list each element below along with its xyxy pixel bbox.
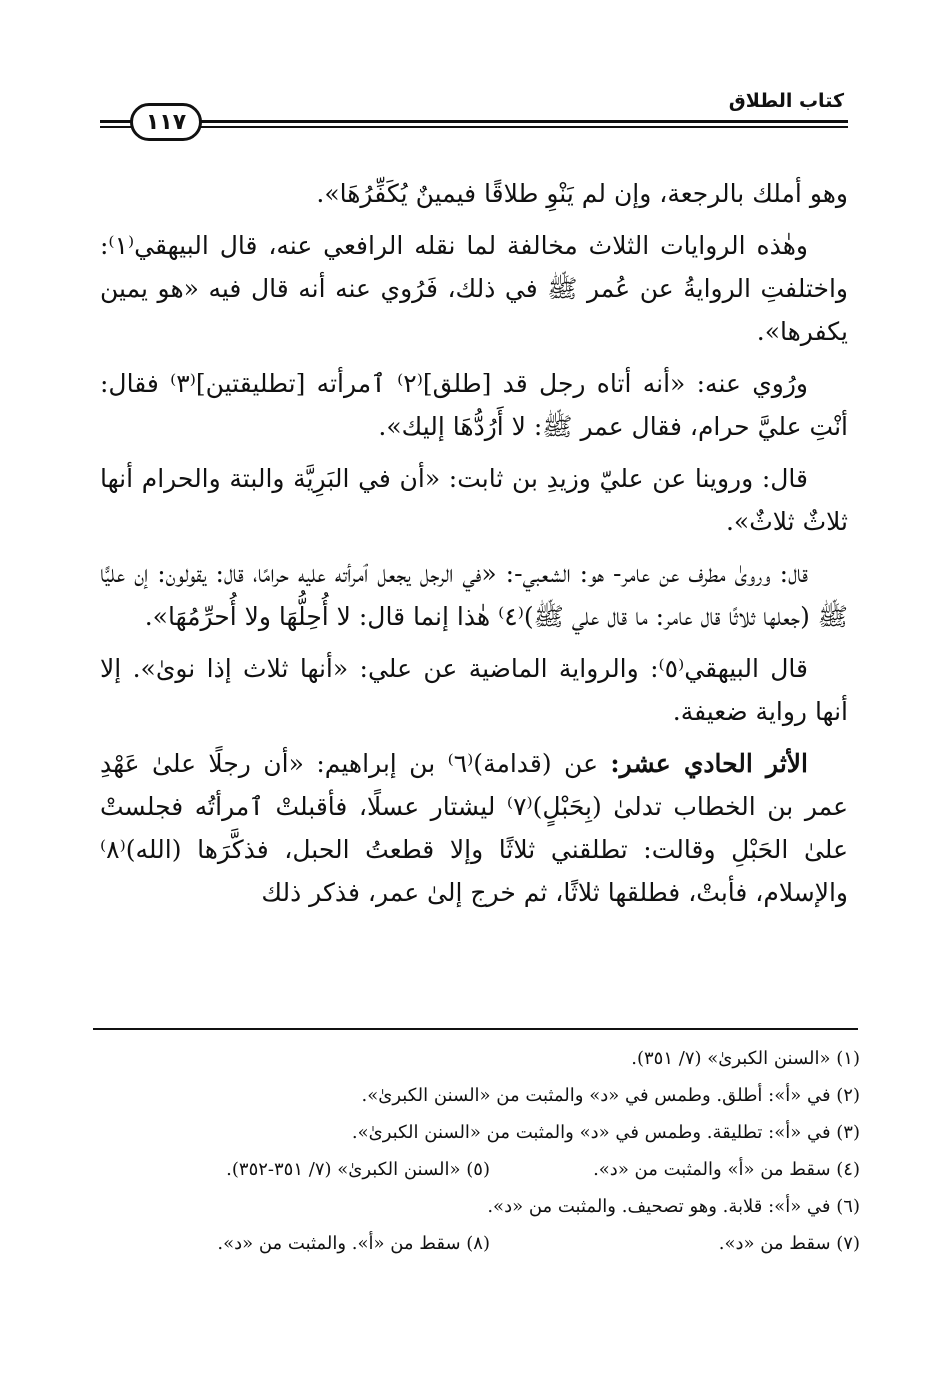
page-header [100, 88, 848, 158]
footnote-row [100, 1225, 860, 1262]
header-rule [100, 120, 848, 123]
paragraph: قال: وروىٰ مطرف عن عامر- هو: الشعبي-: «في الرجل يجعل ٱمرأته عليه حرامًا، قال: يقولون: إن عليًّا ﷺ (جعلها ثلاثًا قال عامر: ما قال علي ﷺ)⁽٤⁾ هٰذا إنما قال: لا أُحِلُّهَا ولا أُحرِّمُهَا». [100, 559, 848, 631]
main-text [100, 172, 848, 923]
footnote: (٧) سقط من «د». [718, 1233, 860, 1254]
book-title: كتاب الطلاق [728, 90, 844, 112]
footnote-divider [93, 1028, 858, 1030]
athar-text: عن (قدامة)⁽٦⁾ بن إبراهيم: «أن رجلًا علىٰ عَهْدِ عمر بن الخطاب تدلىٰ (بِحَبْلٍ)⁽٧⁾ ليشتار عسلًا، فأقبلتْ ٱمرأتُه فجلستْ علىٰ الحَبْلِ وقالت: تطلقني ثلاثًا وإلا قطعتُ الحبل، فذكَّرَها (الله)⁽٨⁾ والإسلام، فأبتْ، فطلقها ثلاثًا، ثم خرج إلىٰ عمر، فذكر ذلك [100, 749, 848, 907]
footnote: (٦) في «أ»: قلابة. وهو تصحيف. والمثبت من «د». [487, 1196, 860, 1217]
page-number: ١١٧ [130, 103, 202, 141]
paragraph: قال: وروينا عن عليّ وزيدِ بن ثابت: «أن في البَرِيَّة والبتة والحرام أنها ثلاثٌ ثلاثٌ». [100, 464, 848, 536]
athar-paragraph [100, 742, 848, 914]
paragraph: وهٰذه الروايات الثلاث مخالفة لما نقله الرافعي عنه، قال البيهقي⁽١⁾: واختلفتِ الروايةُ عن عُمر ﷺ في ذلك، فَرُوي عنه أنه قال فيه «هو يمين يكفرها». [100, 231, 848, 346]
footnote-row [100, 1040, 860, 1077]
header-rule-thin [100, 126, 848, 128]
footnote: (١) «السنن الكبرىٰ» (٧/ ٣٥١). [631, 1048, 860, 1069]
footnotes [100, 1040, 860, 1262]
footnote: (٤) سقط من «أ» والمثبت من «د». [593, 1159, 860, 1180]
footnote-row [100, 1188, 860, 1225]
paragraph: وهو أملك بالرجعة، وإن لم يَنْوِ طلاقًا فيمينٌ يُكَفِّرُهَا». [316, 179, 848, 208]
athar-label: الأثر الحادي عشر: [610, 749, 808, 778]
footnote: (٥) «السنن الكبرىٰ» (٧/ ٣٥١-٣٥٢). [226, 1159, 490, 1180]
footnote-row [100, 1077, 860, 1114]
paragraph: قال البيهقي⁽٥⁾: والرواية الماضية عن علي: «أنها ثلاث إذا نوىٰ». إلا أنها رواية ضعيفة. [100, 654, 848, 726]
footnote: (٣) في «أ»: تطليقة. وطمس في «د» والمثبت من «السنن الكبرىٰ». [351, 1122, 860, 1143]
paragraph: ورُوي عنه: «أنه أتاه رجل قد [طلق]⁽٢⁾ ٱمرأته [تطليقتين]⁽٣⁾ فقال: أنْتِ عليَّ حرام، فقال عمر ﷺ: لا أَرُدُّهَا إليك». [100, 369, 848, 441]
footnote: (٢) في «أ»: أطلق. وطمس في «د» والمثبت من «السنن الكبرىٰ». [361, 1085, 860, 1106]
footnote: (٨) سقط من «أ». والمثبت من «د». [217, 1233, 490, 1254]
footnote-row [100, 1151, 860, 1188]
footnote-row [100, 1114, 860, 1151]
